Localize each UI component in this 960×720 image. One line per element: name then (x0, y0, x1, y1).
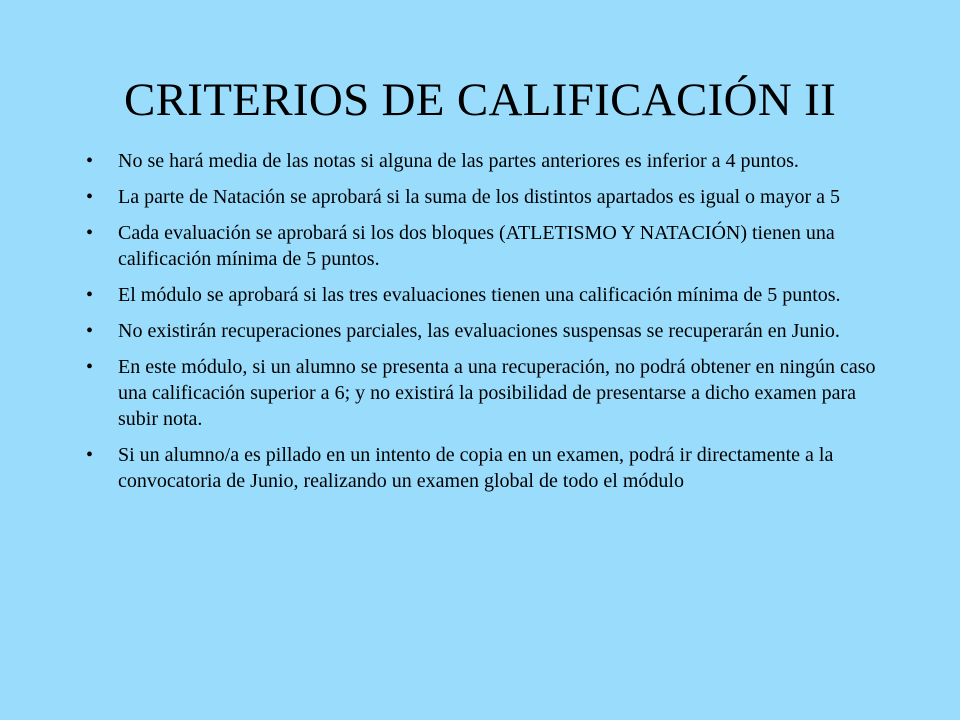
bullet-icon: • (86, 356, 94, 378)
bullet-item (86, 282, 876, 308)
bullet-item (86, 354, 876, 432)
bullet-icon: • (86, 320, 94, 342)
bullet-item (86, 442, 876, 494)
bullet-text: No existirán recuperaciones parciales, las evaluaciones suspensas se recuperarán en Junio. (118, 320, 840, 342)
bullet-item (86, 148, 876, 174)
bullet-text: En este módulo, si un alumno se presenta a una recuperación, no podrá obtener en ningún caso una calificación superior a 6; y no existirá la posibilidad de presentarse a dicho examen para subir nota. (118, 356, 876, 430)
bullet-item (86, 184, 876, 210)
bullet-item (86, 318, 876, 344)
bullet-text: No se hará media de las notas si alguna de las partes anteriores es inferior a 4 puntos. (118, 150, 799, 172)
bullet-icon: • (86, 186, 94, 208)
bullet-text: El módulo se aprobará si las tres evaluaciones tienen una calificación mínima de 5 puntos. (118, 284, 841, 306)
bullet-text: La parte de Natación se aprobará si la suma de los distintos apartados es igual o mayor a 5 (118, 186, 840, 208)
bullet-list (86, 148, 876, 504)
bullet-icon: • (86, 284, 94, 306)
bullet-item (86, 220, 876, 272)
bullet-icon: • (86, 150, 94, 172)
slide-title: CRITERIOS DE CALIFICACIÓN II (123, 74, 837, 126)
bullet-icon: • (86, 444, 94, 466)
bullet-text: Si un alumno/a es pillado en un intento de copia en un examen, podrá ir directamente a la convocatoria de Junio, realizando un examen global de todo el módulo (118, 444, 834, 492)
bullet-text: Cada evaluación se aprobará si los dos bloques (ATLETISMO Y NATACIÓN) tienen una calificación mínima de 5 puntos. (118, 222, 835, 270)
bullet-icon: • (86, 222, 94, 244)
